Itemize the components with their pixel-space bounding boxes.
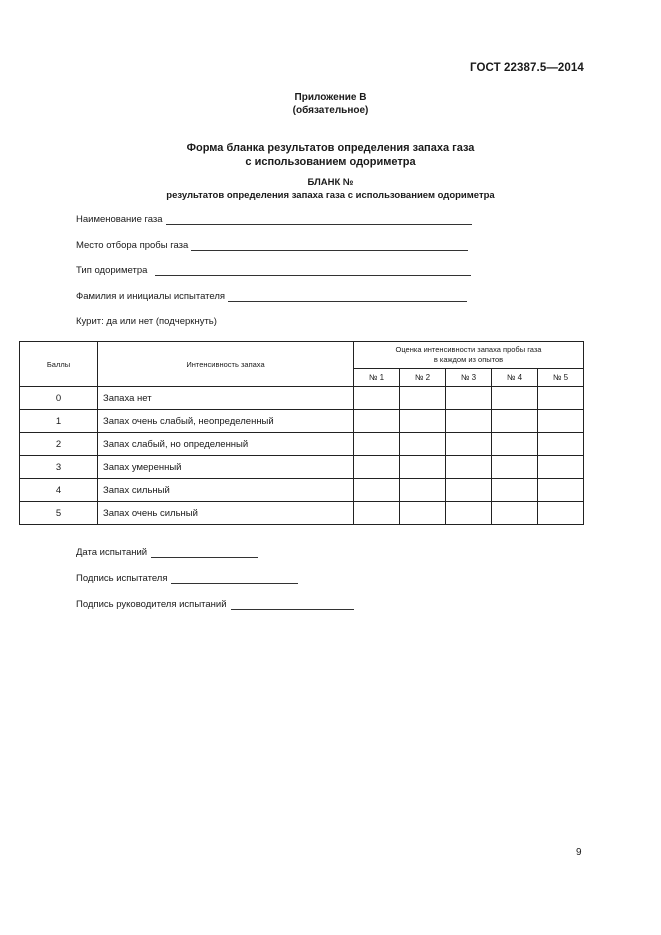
- table-row: [20, 456, 584, 479]
- page-number: 9: [576, 847, 582, 858]
- tester-signature-field[interactable]: [76, 571, 298, 584]
- trial-header: № 5: [538, 369, 584, 387]
- trial-header: № 2: [400, 369, 446, 387]
- trial-header: № 3: [446, 369, 492, 387]
- trial-header: № 1: [354, 369, 400, 387]
- trial-cell[interactable]: [492, 479, 538, 502]
- trial-cell[interactable]: [492, 456, 538, 479]
- trial-cell[interactable]: [538, 456, 584, 479]
- trial-cell[interactable]: [446, 502, 492, 525]
- trial-cell[interactable]: [354, 456, 400, 479]
- trial-cell[interactable]: [400, 456, 446, 479]
- trial-cell[interactable]: [538, 479, 584, 502]
- trials-group-line2: в каждом из опытов: [433, 355, 504, 364]
- trial-cell[interactable]: [446, 456, 492, 479]
- trials-group-line1: Оценка интенсивности запаха пробы газа: [395, 345, 542, 354]
- tester-name-field[interactable]: [76, 289, 467, 302]
- tester-signature-line[interactable]: [171, 573, 298, 584]
- table-row: [20, 410, 584, 433]
- trial-cell[interactable]: [538, 502, 584, 525]
- trials-group-header: [354, 342, 584, 369]
- row-score: 0: [20, 387, 98, 410]
- trial-cell[interactable]: [400, 502, 446, 525]
- row-label: Запаха нет: [98, 387, 354, 410]
- table-row: [20, 433, 584, 456]
- trial-cell[interactable]: [492, 502, 538, 525]
- tester-signature-label: Подпись испытателя: [76, 573, 168, 584]
- results-table: [19, 341, 584, 525]
- head-signature-label: Подпись руководителя испытаний: [76, 599, 227, 610]
- row-label: Запах очень сильный: [98, 502, 354, 525]
- row-score: 3: [20, 456, 98, 479]
- odorimeter-type-line[interactable]: [155, 265, 471, 276]
- gas-name-line[interactable]: [166, 214, 472, 225]
- gas-name-field[interactable]: [76, 212, 472, 225]
- table-row: [20, 387, 584, 410]
- trial-cell[interactable]: [492, 410, 538, 433]
- trial-cell[interactable]: [538, 410, 584, 433]
- row-score: 5: [20, 502, 98, 525]
- sampling-place-label: Место отбора пробы газа: [76, 240, 189, 251]
- tester-name-line[interactable]: [228, 291, 467, 302]
- test-date-field[interactable]: [76, 545, 258, 558]
- head-signature-line[interactable]: [231, 599, 354, 610]
- trial-cell[interactable]: [446, 387, 492, 410]
- trial-cell[interactable]: [400, 387, 446, 410]
- trial-cell[interactable]: [354, 433, 400, 456]
- row-score: 1: [20, 410, 98, 433]
- row-label: Запах сильный: [98, 479, 354, 502]
- trial-cell[interactable]: [354, 479, 400, 502]
- trial-cell[interactable]: [400, 410, 446, 433]
- row-score: 4: [20, 479, 98, 502]
- blank-title-line2: результатов определения запаха газа с использованием одориметра: [166, 189, 495, 201]
- smoker-field: [76, 314, 217, 327]
- row-label: Запах умеренный: [98, 456, 354, 479]
- row-label: Запах очень слабый, неопределенный: [98, 410, 354, 433]
- trial-cell[interactable]: [446, 410, 492, 433]
- row-label: Запах слабый, но определенный: [98, 433, 354, 456]
- table-header-row: [20, 342, 584, 369]
- table-row: [20, 502, 584, 525]
- blank-title-line1: БЛАНК №: [307, 177, 354, 188]
- test-date-line[interactable]: [151, 547, 258, 558]
- table-row: [20, 479, 584, 502]
- score-column-header: Баллы: [20, 342, 98, 387]
- blank-title: [0, 177, 661, 202]
- sampling-place-line[interactable]: [191, 240, 468, 251]
- trial-cell[interactable]: [492, 387, 538, 410]
- trial-cell[interactable]: [400, 479, 446, 502]
- trial-header: № 4: [492, 369, 538, 387]
- trial-cell[interactable]: [354, 502, 400, 525]
- trial-cell[interactable]: [400, 433, 446, 456]
- sampling-place-field[interactable]: [76, 238, 468, 251]
- trial-cell[interactable]: [492, 433, 538, 456]
- smoker-label: Курит: да или нет (подчеркнуть): [76, 316, 217, 327]
- trial-cell[interactable]: [538, 387, 584, 410]
- trial-cell[interactable]: [446, 479, 492, 502]
- tester-name-label: Фамилия и инициалы испытателя: [76, 291, 226, 302]
- row-score: 2: [20, 433, 98, 456]
- appendix-heading: [0, 91, 661, 117]
- trial-cell[interactable]: [354, 387, 400, 410]
- gas-name-label: Наименование газа: [76, 214, 163, 225]
- form-title-line2: с использованием одориметра: [245, 156, 416, 168]
- form-title-line1: Форма бланка результатов определения запаха газа: [186, 142, 475, 154]
- standard-number: ГОСТ 22387.5—2014: [470, 62, 584, 74]
- appendix-title: Приложение В: [294, 92, 367, 103]
- test-date-label: Дата испытаний: [76, 547, 148, 558]
- form-title: [0, 141, 661, 169]
- trial-cell[interactable]: [446, 433, 492, 456]
- odorimeter-type-label: Тип одориметра: [76, 265, 148, 276]
- head-signature-field[interactable]: [76, 597, 354, 610]
- trial-cell[interactable]: [538, 433, 584, 456]
- odorimeter-type-field[interactable]: [76, 263, 471, 276]
- intensity-column-header: Интенсивность запаха: [98, 342, 354, 387]
- trial-cell[interactable]: [354, 410, 400, 433]
- appendix-status: (обязательное): [292, 105, 369, 116]
